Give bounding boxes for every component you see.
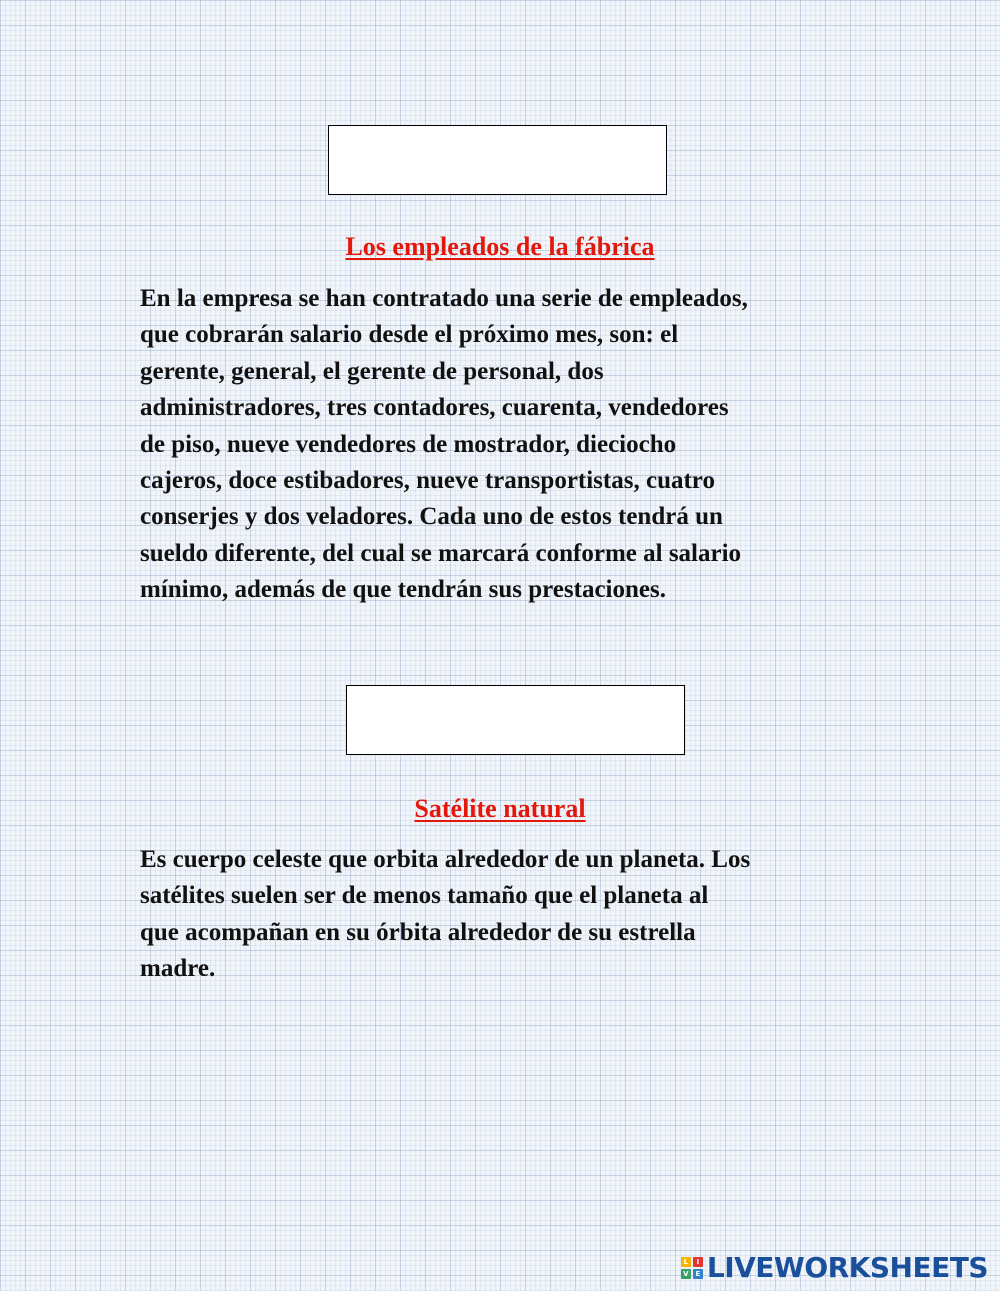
paragraph-line: conserjes y dos veladores. Cada uno de estos tendrá un (140, 503, 723, 531)
paragraph-line: administradores, tres contadores, cuarenta, vendedores (140, 394, 729, 422)
section-paragraph-1 (140, 281, 880, 609)
section-title-2: Satélite natural (414, 794, 586, 823)
paragraph-line: Es cuerpo celeste que orbita alrededor de un planeta. Los (140, 846, 751, 873)
answer-box-1[interactable] (328, 125, 667, 195)
logo-block: V (681, 1269, 691, 1279)
logo-block: I (693, 1257, 703, 1267)
paragraph-line: En la empresa se han contratado una serie de empleados, (140, 285, 748, 312)
paragraph-line: que acompañan en su órbita alrededor de su estrella (140, 918, 696, 946)
paragraph-line: satélites suelen ser de menos tamaño que el planeta al (140, 882, 709, 910)
paragraph-line: de piso, nueve vendedores de mostrador, dieciocho (140, 430, 677, 458)
paragraph-line: gerente, general, el gerente de personal, dos (140, 357, 604, 385)
logo-text: LIVEWORKSHEETS (706, 1251, 988, 1284)
paragraph-line: mínimo, además de que tendrán sus prestaciones. (140, 576, 666, 604)
logo-block: L (681, 1257, 691, 1267)
paragraph-line: sueldo diferente, del cual se marcará conforme al salario (140, 539, 742, 567)
logo-blocks-icon (681, 1257, 703, 1279)
paragraph-line: cajeros, doce estibadores, nueve transportistas, cuatro (140, 467, 715, 495)
liveworksheets-logo (681, 1251, 988, 1285)
section-paragraph-2 (140, 842, 880, 988)
paragraph-line: madre. (140, 955, 216, 983)
logo-block: E (693, 1269, 703, 1279)
section-title-1: Los empleados de la fábrica (345, 232, 655, 261)
answer-box-2[interactable] (346, 685, 685, 755)
paragraph-line: que cobrarán salario desde el próximo mes, son: el (140, 321, 679, 349)
